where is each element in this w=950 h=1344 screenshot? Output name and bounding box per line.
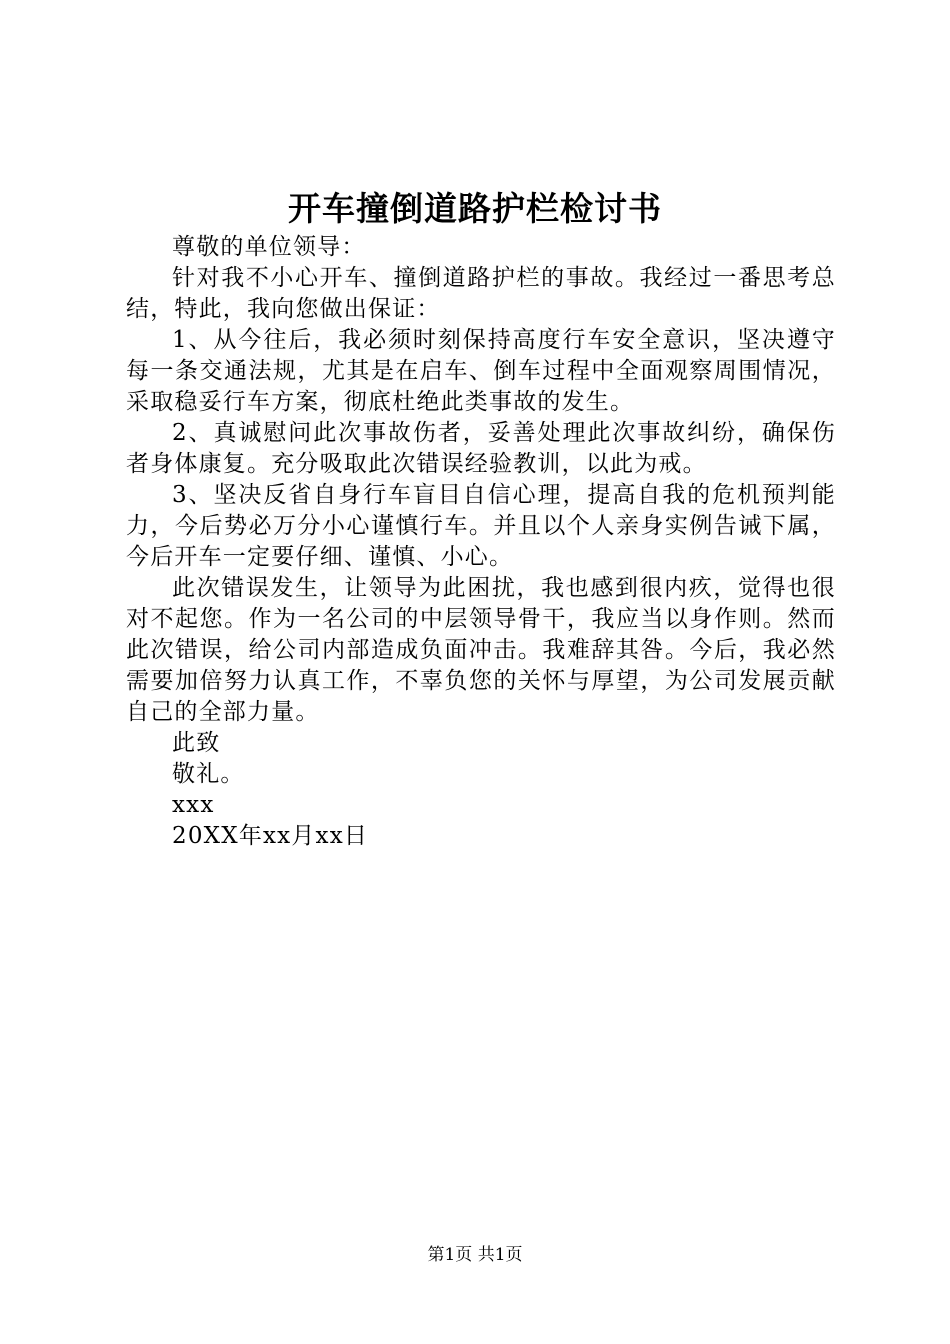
paragraph-point-1: 1、从今往后，我必须时刻保持高度行车安全意识，坚决遵守每一条交通法规，尤其是在启车、倒车过程中全面观察周围情况，采取稳妥行车方案，彻底杜绝此类事故的发生。 (126, 327, 836, 415)
signature: xxx (172, 792, 215, 818)
page-footer: 第1页 共1页 (427, 1245, 523, 1265)
paragraph-point-2: 2、真诚慰问此次事故伤者，妥善处理此次事故纠纷，确保伤者身体康复。充分吸取此次错误经验教训，以此为戒。 (126, 420, 836, 477)
document-title: 开车撞倒道路护栏检讨书 (288, 189, 662, 228)
salutation: 尊敬的单位领导： (172, 234, 366, 260)
date-line: 20XX年xx月xx日 (172, 823, 369, 849)
paragraph-point-3: 3、坚决反省自身行车盲目自信心理，提高自我的危机预判能力，今后势必万分小心谨慎行车。并且以个人亲身实例告诫下属，今后开车一定要仔细、谨慎、小心。 (126, 482, 836, 570)
document-body (126, 232, 836, 852)
paragraph-intro: 针对我不小心开车、撞倒道路护栏的事故。我经过一番思考总结，特此，我向您做出保证： (126, 265, 836, 322)
closing-line-2: 敬礼。 (172, 761, 245, 787)
closing-line-1: 此致 (172, 730, 221, 756)
paragraph-conclusion: 此次错误发生，让领导为此困扰，我也感到很内疚，觉得也很对不起您。作为一名公司的中层领导骨干，我应当以身作则。然而此次错误，给公司内部造成负面冲击。我难辞其咎。今后，我必然需要加倍努力认真工作，不辜负您的关怀与厚望，为公司发展贡献自己的全部力量。 (126, 575, 836, 725)
